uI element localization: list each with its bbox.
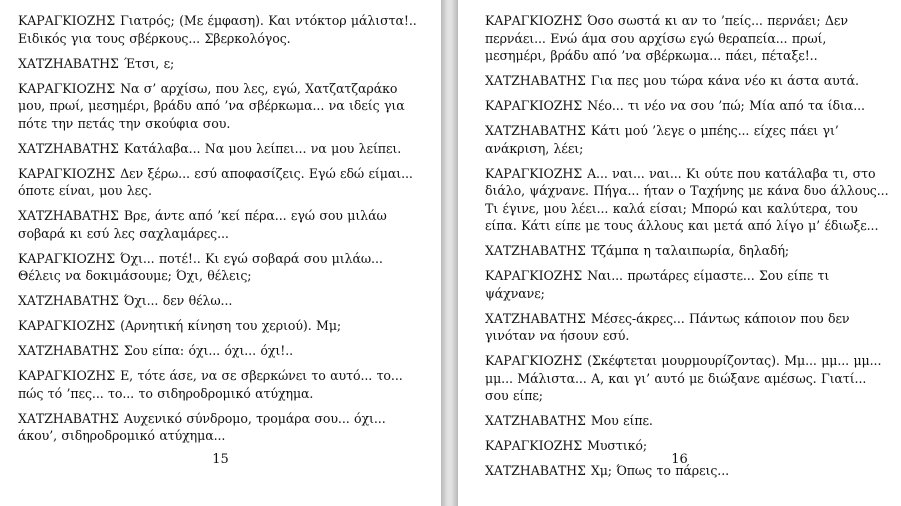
dialogue-line	[18, 165, 427, 200]
page-content	[18, 12, 427, 452]
page-left	[0, 0, 441, 506]
speaker-name: ΧΑΤΖΗΑΒΑΤΗΣ	[485, 463, 586, 478]
line-text: Σου είπα: όχι... όχι... όχι!..	[123, 343, 294, 358]
line-text: Δεν ξέρω... εσύ αποφασίζεις. Εγώ εδώ είμαι... όποτε είναι, μου λες.	[18, 165, 413, 198]
speaker-name: ΧΑΤΖΗΑΒΑΤΗΣ	[485, 73, 586, 88]
speaker-name: ΚΑΡΑΓΚΙΟΖΗΣ	[485, 98, 583, 113]
dialogue-line	[485, 352, 891, 405]
dialogue-line	[18, 80, 427, 133]
dialogue-line	[18, 140, 427, 158]
dialogue-line	[18, 12, 427, 47]
dialogue-line	[485, 412, 891, 430]
dialogue-line	[18, 342, 427, 360]
speaker-name: ΚΑΡΑΓΚΙΟΖΗΣ	[18, 13, 116, 28]
dialogue-line	[485, 72, 891, 90]
dialogue-line	[18, 367, 427, 402]
line-text: (Αρνητική κίνηση του χεριού). Μμ;	[120, 318, 342, 333]
line-text: (Σκέφτεται μουρμουρίζοντας). Μμ... μμ... μμ... μμ... Μάλιστα... Α, και γι’ αυτό με διώξανε αμέσως. Γιατί... σου είπε;	[485, 353, 882, 403]
speaker-name: ΧΑΤΖΗΑΒΑΤΗΣ	[18, 140, 119, 156]
page-right	[458, 0, 901, 506]
speaker-name: ΚΑΡΑΓΚΙΟΖΗΣ	[485, 353, 583, 368]
dialogue-line	[18, 55, 427, 73]
page-content	[485, 12, 891, 487]
speaker-name: ΧΑΤΖΗΑΒΑΤΗΣ	[18, 208, 119, 223]
line-text: Βρε, άντε από ’κεί πέρα... εγώ σου μιλάω σοβαρά κι εσύ λες σαχλαμάρες...	[18, 208, 387, 241]
line-text: Ναι... πρωτάρες είμαστε... Σου είπε τι ψάχνανε;	[485, 268, 830, 301]
dialogue-line	[18, 292, 427, 310]
page-number: 16	[671, 452, 688, 467]
line-text: Κάτι μού ’λεγε ο μπέης... είχες πάει γι’ ανάκριση, λέει;	[485, 123, 839, 156]
line-text: Κατάλαβα... Να μου λείπει... να μου λείπει.	[123, 140, 402, 156]
dialogue-line	[18, 410, 427, 445]
line-text: Όσο σωστά κι αν το ’πείς... περνάει; Δεν περνάει... Ενώ άμα σου αρχίσω εγώ θεραπεία... πρωί, μεσημέρι, βράδυ από ’να σβέρκωμα... πάει, πέταξε!..	[485, 13, 848, 63]
line-text: Ε, τότε άσε, να σε σβερκώνει το αυτό... το... πώς τό ’πες... το... το σιδηροδρομικό ατύχημα.	[18, 368, 403, 401]
page-gutter	[441, 0, 458, 506]
speaker-name: ΚΑΡΑΓΚΙΟΖΗΣ	[485, 165, 583, 181]
line-text: Μυστικό;	[587, 438, 648, 453]
speaker-name: ΚΑΡΑΓΚΙΟΖΗΣ	[18, 165, 116, 181]
dialogue-line	[485, 12, 891, 65]
speaker-name: ΧΑΤΖΗΑΒΑΤΗΣ	[18, 343, 119, 358]
line-text: Χμ; Όπως το πάρεις...	[590, 463, 730, 478]
dialogue-line	[485, 310, 891, 345]
line-text: Για πες μου τώρα κάνα νέο κι άστα αυτά.	[590, 73, 859, 88]
speaker-name: ΧΑΤΖΗΑΒΑΤΗΣ	[18, 55, 119, 71]
speaker-name: ΚΑΡΑΓΚΙΟΖΗΣ	[18, 368, 116, 383]
speaker-name: ΚΑΡΑΓΚΙΟΖΗΣ	[18, 318, 116, 333]
speaker-name: ΧΑΤΖΗΑΒΑΤΗΣ	[485, 310, 586, 326]
line-text: Α... ναι... ναι... Κι ούτε που κατάλαβα τι, στο διάλο, ψάχνανε. Πήγα... ήταν ο Ταχήνης με κάνα δυο άλλους... Τι έγινε, μου λέει... καλά είσαι; Μπορώ και καλύτερα, του είπα. Κάτι είπε με τους άλλους και μετά από λίγο μ’ έδιωξε...	[485, 165, 889, 233]
speaker-name: ΚΑΡΑΓΚΙΟΖΗΣ	[485, 268, 583, 283]
line-text: Έτσι, ε;	[123, 55, 175, 71]
line-text: Τζάμπα η ταλαιπωρία, δηλαδή;	[590, 243, 790, 258]
line-text: Μέσες-άκρες... Πάντως κάποιον που δεν γινόταν να ήσουν εσύ.	[485, 310, 850, 343]
speaker-name: ΚΑΡΑΓΚΙΟΖΗΣ	[18, 250, 116, 266]
dialogue-line	[18, 317, 427, 335]
line-text: Να σ’ αρχίσω, που λες, εγώ, Χατζατζαράκο μου, πρωί, μεσημέρι, βράδυ από ’να σβέρκωμα... να ιδείς για πότε την πετάς την σκούφια σου.	[18, 80, 405, 131]
line-text: Αυχενικό σύνδρομο, τρομάρα σου... όχι... άκου’, σιδηροδρομικό ατύχημα...	[18, 410, 386, 443]
speaker-name: ΧΑΤΖΗΑΒΑΤΗΣ	[18, 410, 119, 426]
speaker-name: ΧΑΤΖΗΑΒΑΤΗΣ	[18, 293, 119, 308]
speaker-name: ΧΑΤΖΗΑΒΑΤΗΣ	[485, 123, 586, 138]
dialogue-line	[485, 97, 891, 115]
speaker-name: ΧΑΤΖΗΑΒΑΤΗΣ	[485, 413, 586, 428]
page-number: 15	[212, 452, 229, 467]
dialogue-line	[485, 122, 891, 157]
speaker-name: ΚΑΡΑΓΚΙΟΖΗΣ	[485, 438, 583, 453]
speaker-name: ΧΑΤΖΗΑΒΑΤΗΣ	[485, 243, 586, 258]
line-text: Όχι... ποτέ!.. Κι εγώ σοβαρά σου μιλάω... Θέλεις να δοκιμάσουμε; Όχι, θέλεις;	[18, 250, 383, 283]
dialogue-line	[18, 250, 427, 285]
line-text: Νέο... τι νέο να σου ’πώ; Μία από τα ίδια...	[587, 98, 865, 113]
dialogue-line	[485, 242, 891, 260]
dialogue-line	[485, 267, 891, 302]
line-text: Μου είπε.	[590, 413, 653, 428]
dialogue-line	[18, 207, 427, 242]
line-text: Γιατρός; (Με έμφαση). Και ντόκτορ μάλιστα!.. Ειδικός για τους σβέρκους... Σβερκολόγος.	[18, 13, 417, 46]
speaker-name: ΚΑΡΑΓΚΙΟΖΗΣ	[485, 13, 583, 28]
dialogue-line	[485, 165, 891, 235]
line-text: Όχι... δεν θέλω...	[123, 293, 233, 308]
speaker-name: ΚΑΡΑΓΚΙΟΖΗΣ	[18, 80, 116, 96]
